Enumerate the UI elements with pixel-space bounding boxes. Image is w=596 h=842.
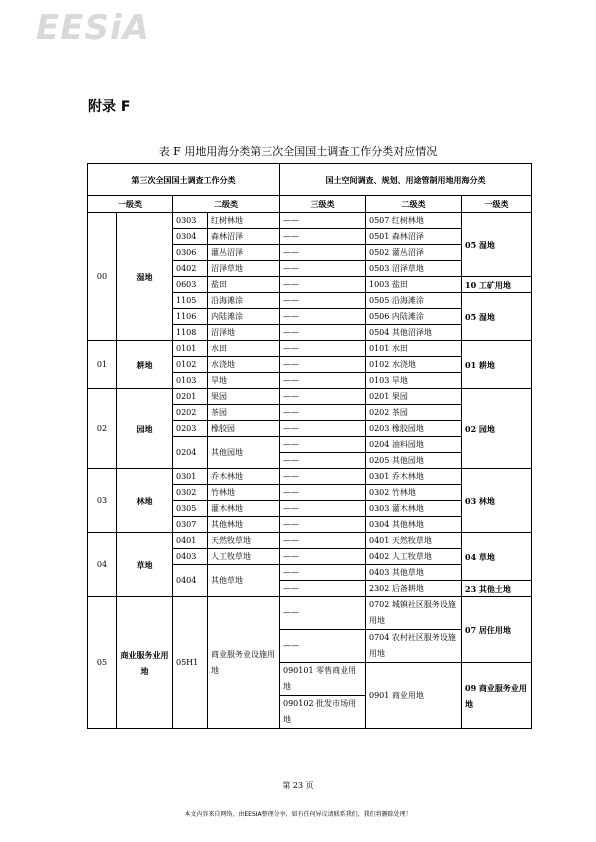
new-l1-cell: 01 耕地 — [462, 341, 532, 389]
l2-name: 橡胶园 — [208, 421, 280, 437]
l2-code: 0102 — [173, 357, 208, 373]
new-l1-cell: 04 草地 — [462, 533, 532, 581]
classification-table — [87, 163, 532, 729]
table-row — [88, 213, 532, 229]
header-col2: 二级类 — [173, 196, 280, 213]
logo: EESiA — [36, 8, 150, 48]
l2-name: 其他园地 — [208, 437, 280, 469]
l2-name: 沿海滩涂 — [208, 293, 280, 309]
l3-cell: —— — [280, 405, 366, 421]
l1-code: 04 — [88, 533, 117, 597]
l1-code: 02 — [88, 389, 117, 469]
header-right-group: 国土空间调查、规划、用途管制用地用海分类 — [280, 164, 532, 196]
l2-code: 1105 — [173, 293, 208, 309]
l2-name: 沼泽地 — [208, 325, 280, 341]
l2-code: 0103 — [173, 373, 208, 389]
l1-name: 湿地 — [117, 213, 173, 341]
l2-code: 0306 — [173, 245, 208, 261]
header-col5: 一级类 — [462, 196, 532, 213]
new-l2-cell: 1003 盐田 — [366, 277, 462, 293]
l3-cell: —— — [280, 325, 366, 341]
l2-code: 0301 — [173, 469, 208, 485]
l2-name: 灌丛沼泽 — [208, 245, 280, 261]
l2-name: 水浇地 — [208, 357, 280, 373]
l3-cell: —— — [280, 437, 366, 453]
new-l1-cell: 03 林地 — [462, 469, 532, 533]
new-l2-cell: 0503 沼泽草地 — [366, 261, 462, 277]
subheader-row — [88, 196, 532, 213]
l2-code: 1108 — [173, 325, 208, 341]
header-col4: 二级类 — [366, 196, 462, 213]
l1-code: 05 — [88, 597, 117, 729]
new-l2-cell: 0506 内陆滩涂 — [366, 309, 462, 325]
l3-cell: —— — [280, 485, 366, 501]
l1-code: 01 — [88, 341, 117, 389]
l1-code: 00 — [88, 213, 117, 341]
new-l2-cell: 0204 油料园地 — [366, 437, 462, 453]
header-col1: 一级类 — [88, 196, 173, 213]
new-l2-cell: 0702 城镇社区服务设施用地 — [366, 597, 462, 630]
new-l2-cell: 0301 乔木林地 — [366, 469, 462, 485]
l2-name: 红树林地 — [208, 213, 280, 229]
new-l2-cell: 0101 水田 — [366, 341, 462, 357]
l1-code: 03 — [88, 469, 117, 533]
l2-code: 05H1 — [173, 597, 208, 729]
new-l2-cell: 0507 红树林地 — [366, 213, 462, 229]
l2-code: 0404 — [173, 565, 208, 597]
new-l2-cell: 0901 商业用地 — [366, 663, 462, 729]
l3-cell: —— — [280, 245, 366, 261]
l3-cell: —— — [280, 341, 366, 357]
l1-name: 园地 — [117, 389, 173, 469]
l2-code: 0204 — [173, 437, 208, 469]
l2-code: 0304 — [173, 229, 208, 245]
header-col3: 三级类 — [280, 196, 366, 213]
l3-cell: —— — [280, 373, 366, 389]
l2-name: 其他林地 — [208, 517, 280, 533]
l2-name: 乔木林地 — [208, 469, 280, 485]
new-l2-cell: 0203 橡胶园地 — [366, 421, 462, 437]
new-l2-cell: 0201 果园 — [366, 389, 462, 405]
l2-name: 旱地 — [208, 373, 280, 389]
l3-cell: —— — [280, 357, 366, 373]
new-l2-cell: 0502 灌丛沼泽 — [366, 245, 462, 261]
l3-cell: —— — [280, 501, 366, 517]
l2-name: 果园 — [208, 389, 280, 405]
new-l2-cell: 0505 沿海滩涂 — [366, 293, 462, 309]
l3-cell: —— — [280, 213, 366, 229]
new-l1-cell: 02 园地 — [462, 389, 532, 469]
l2-name: 人工牧草地 — [208, 549, 280, 565]
l3-cell: 090101 零售商业用地 — [280, 663, 366, 696]
new-l2-cell: 0303 灌木林地 — [366, 501, 462, 517]
l3-cell: —— — [280, 261, 366, 277]
l3-cell: —— — [280, 597, 366, 630]
l3-cell: —— — [280, 421, 366, 437]
new-l2-cell: 0304 其他林地 — [366, 517, 462, 533]
page-number: 第 23 页 — [282, 781, 314, 790]
l1-name: 林地 — [117, 469, 173, 533]
table-title: 表 F 用地用海分类第三次全国国土调查工作分类对应情况 — [158, 145, 438, 158]
new-l1-cell: 05 湿地 — [462, 293, 532, 341]
new-l2-cell: 0704 农村社区服务设施用地 — [366, 630, 462, 663]
table-row — [88, 597, 532, 630]
l2-code: 0203 — [173, 421, 208, 437]
new-l2-cell: 0302 竹林地 — [366, 485, 462, 501]
l2-name: 商业服务业设施用地 — [208, 597, 280, 729]
new-l2-cell: 0504 其他沼泽地 — [366, 325, 462, 341]
l3-cell: —— — [280, 469, 366, 485]
footer-note: 本文内容来自网络，由EESIA整理分享，如有任何异议请联系我们，我们将删除处理！ — [184, 811, 412, 818]
new-l2-cell: 0403 其他草地 — [366, 565, 462, 581]
l2-code: 0201 — [173, 389, 208, 405]
l1-name: 商业服务业用地 — [117, 597, 173, 729]
new-l2-cell: 0402 人工牧草地 — [366, 549, 462, 565]
l2-name: 内陆滩涂 — [208, 309, 280, 325]
table-row — [88, 341, 532, 357]
l2-code: 0403 — [173, 549, 208, 565]
l3-cell: —— — [280, 389, 366, 405]
l2-code: 1106 — [173, 309, 208, 325]
l2-code: 0401 — [173, 533, 208, 549]
l3-cell: —— — [280, 517, 366, 533]
l3-cell: —— — [280, 309, 366, 325]
table-row — [88, 533, 532, 549]
l3-cell: —— — [280, 549, 366, 565]
l2-code: 0402 — [173, 261, 208, 277]
new-l1-cell: 10 工矿用地 — [462, 277, 532, 293]
l2-name: 其他草地 — [208, 565, 280, 597]
l3-cell: —— — [280, 229, 366, 245]
l2-code: 0305 — [173, 501, 208, 517]
l2-name: 沼泽草地 — [208, 261, 280, 277]
l2-name: 灌木林地 — [208, 501, 280, 517]
l2-code: 0302 — [173, 485, 208, 501]
l3-cell: —— — [280, 565, 366, 581]
new-l1-cell: 05 湿地 — [462, 213, 532, 277]
new-l1-cell: 07 居住用地 — [462, 597, 532, 663]
l2-code: 0603 — [173, 277, 208, 293]
new-l1-cell: 09 商业服务业用地 — [462, 663, 532, 729]
l2-name: 盐田 — [208, 277, 280, 293]
l2-name: 竹林地 — [208, 485, 280, 501]
new-l2-cell: 0501 森林沼泽 — [366, 229, 462, 245]
new-l2-cell: 0401 天然牧草地 — [366, 533, 462, 549]
l2-code: 0202 — [173, 405, 208, 421]
l3-cell: —— — [280, 453, 366, 469]
l1-name: 耕地 — [117, 341, 173, 389]
new-l2-cell: 0202 茶园 — [366, 405, 462, 421]
l3-cell: —— — [280, 533, 366, 549]
new-l2-cell: 0103 旱地 — [366, 373, 462, 389]
l3-cell: —— — [280, 581, 366, 597]
l3-cell: 090102 批发市场用地 — [280, 696, 366, 729]
header-row — [88, 164, 532, 196]
l2-name: 水田 — [208, 341, 280, 357]
l2-name: 茶园 — [208, 405, 280, 421]
table-row — [88, 469, 532, 485]
new-l2-cell: 0102 水浇地 — [366, 357, 462, 373]
header-left-group: 第三次全国国土调查工作分类 — [88, 164, 280, 196]
l2-code: 0101 — [173, 341, 208, 357]
appendix-title: 附录 F — [88, 99, 131, 115]
l2-code: 0303 — [173, 213, 208, 229]
l2-name: 森林沼泽 — [208, 229, 280, 245]
l2-code: 0307 — [173, 517, 208, 533]
table-row — [88, 389, 532, 405]
l1-name: 草地 — [117, 533, 173, 597]
l2-name: 天然牧草地 — [208, 533, 280, 549]
new-l1-cell: 23 其他土地 — [462, 581, 532, 597]
l3-cell: —— — [280, 277, 366, 293]
new-l2-cell: 2302 后备耕地 — [366, 581, 462, 597]
l3-cell: —— — [280, 293, 366, 309]
l3-cell: —— — [280, 630, 366, 663]
new-l2-cell: 0205 其他园地 — [366, 453, 462, 469]
